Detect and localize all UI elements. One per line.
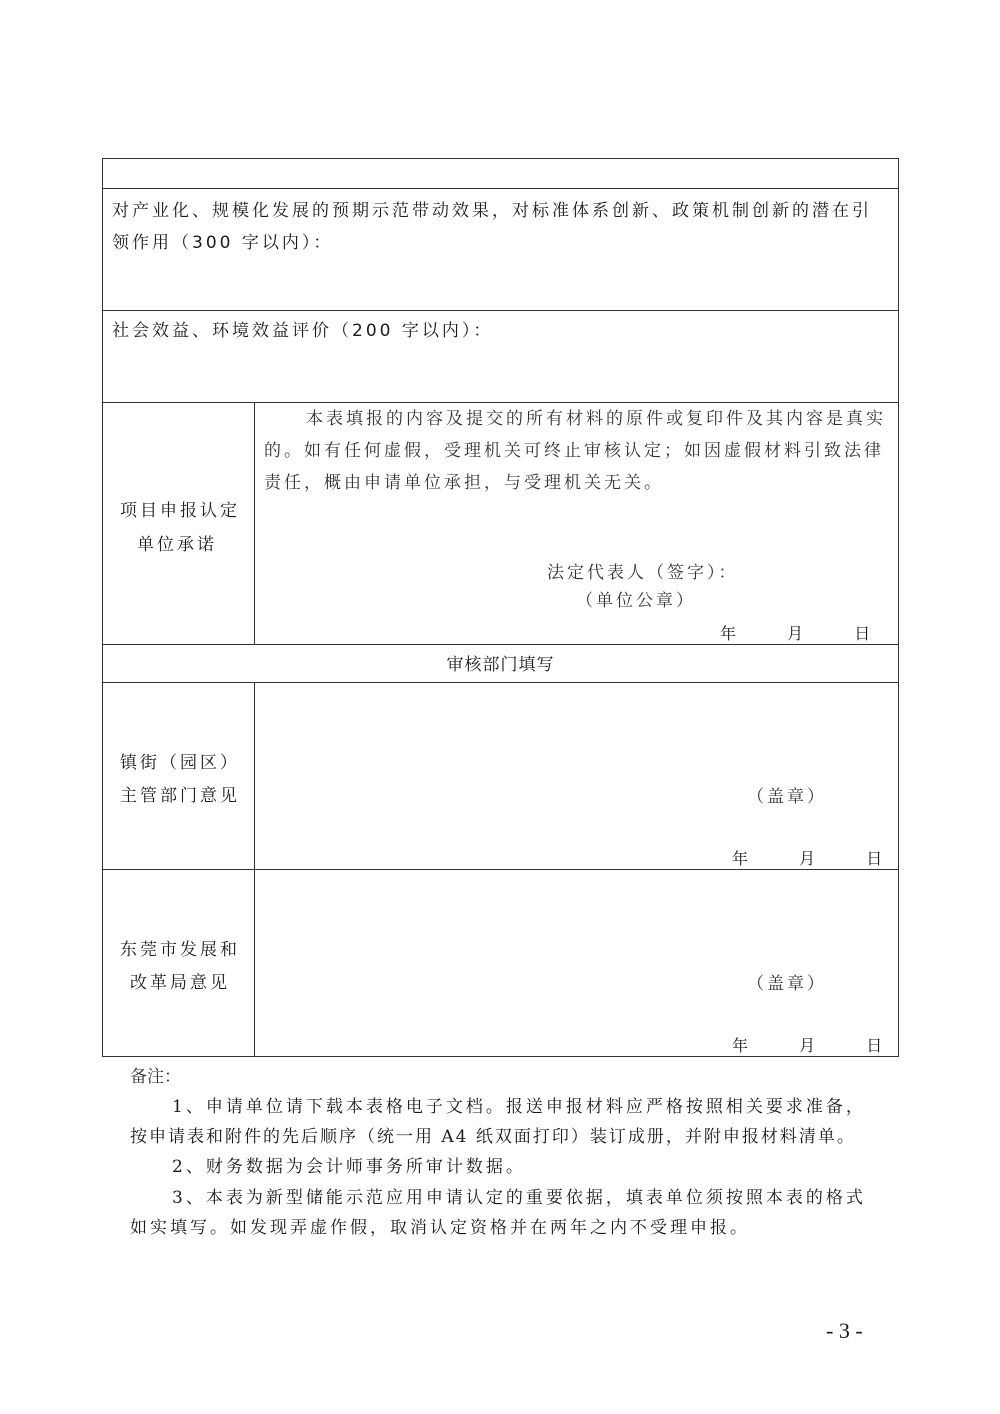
commitment-date <box>720 621 870 644</box>
table-border-bottom <box>102 1056 899 1057</box>
note-1-line1: 1、申请单位请下载本表格电子文档。报送申报材料应严格按照相关要求准备， <box>172 1097 866 1117</box>
month-label: 月 <box>799 849 816 868</box>
city-review-label-line2: 改革局意见 <box>130 973 230 993</box>
effect-prompt-line2: 领作用（300 字以内）： <box>112 233 334 253</box>
year-label: 年 <box>732 1036 749 1055</box>
town-review-label-line2: 主管部门意见 <box>120 786 240 806</box>
commitment-label-line2: 单位承诺 <box>137 535 217 555</box>
table-border-right <box>898 158 899 1056</box>
table-border-top <box>102 158 899 159</box>
commitment-text-line3: 责任，概由申请单位承担，与受理机关无关。 <box>264 473 664 493</box>
note-3-line2: 如实填写。如发现弄虚作假，取消认定资格并在两年之内不受理申报。 <box>130 1218 750 1238</box>
town-review-label-line1: 镇街（园区） <box>120 753 240 773</box>
column-divider <box>254 682 255 1056</box>
notes-title: 备注： <box>130 1067 181 1087</box>
city-review-date <box>732 1033 882 1056</box>
town-review-date <box>732 846 882 869</box>
commitment-text-line1: 本表填报的内容及提交的所有材料的原件或复印件及其内容是真实 <box>306 409 886 429</box>
legal-representative-signature: 法定代表人（签字）： <box>547 563 739 583</box>
note-2: 2、财务数据为会计师事务所审计数据。 <box>172 1157 526 1177</box>
row-divider <box>102 310 899 311</box>
day-label: 日 <box>866 849 883 868</box>
row-divider <box>102 188 899 189</box>
note-1-line2: 按申请表和附件的先后顺序（统一用 A4 纸双面打印）装订成册，并附申报材料清单。 <box>130 1127 856 1147</box>
row-divider <box>102 682 899 683</box>
year-label: 年 <box>720 624 737 643</box>
commitment-text-line2: 的。如有任何虚假，受理机关可终止审核认定；如因虚假材料引致法律 <box>264 441 884 461</box>
page-number: - 3 - <box>826 1318 863 1343</box>
city-review-stamp: （盖章） <box>747 974 827 994</box>
town-review-stamp: （盖章） <box>747 787 827 807</box>
effect-prompt-line1: 对产业化、规模化发展的预期示范带动效果，对标准体系创新、政策机制创新的潜在引 <box>112 201 872 221</box>
table-border-left <box>102 158 103 1056</box>
review-section-header: 审核部门填写 <box>446 655 555 675</box>
city-review-label-line1: 东莞市发展和 <box>120 940 240 960</box>
unit-seal: （单位公章） <box>576 591 696 611</box>
commitment-label-line1: 项目申报认定 <box>120 501 240 521</box>
month-label: 月 <box>799 1036 816 1055</box>
row-divider <box>102 869 899 870</box>
social-benefit-prompt: 社会效益、环境效益评价（200 字以内）： <box>112 321 494 341</box>
day-label: 日 <box>854 624 871 643</box>
month-label: 月 <box>787 624 804 643</box>
note-3-line1: 3、本表为新型储能示范应用申请认定的重要依据，填表单位须按照本表的格式 <box>172 1188 866 1208</box>
year-label: 年 <box>732 849 749 868</box>
row-divider <box>102 644 899 645</box>
day-label: 日 <box>866 1036 883 1055</box>
column-divider <box>254 402 255 644</box>
